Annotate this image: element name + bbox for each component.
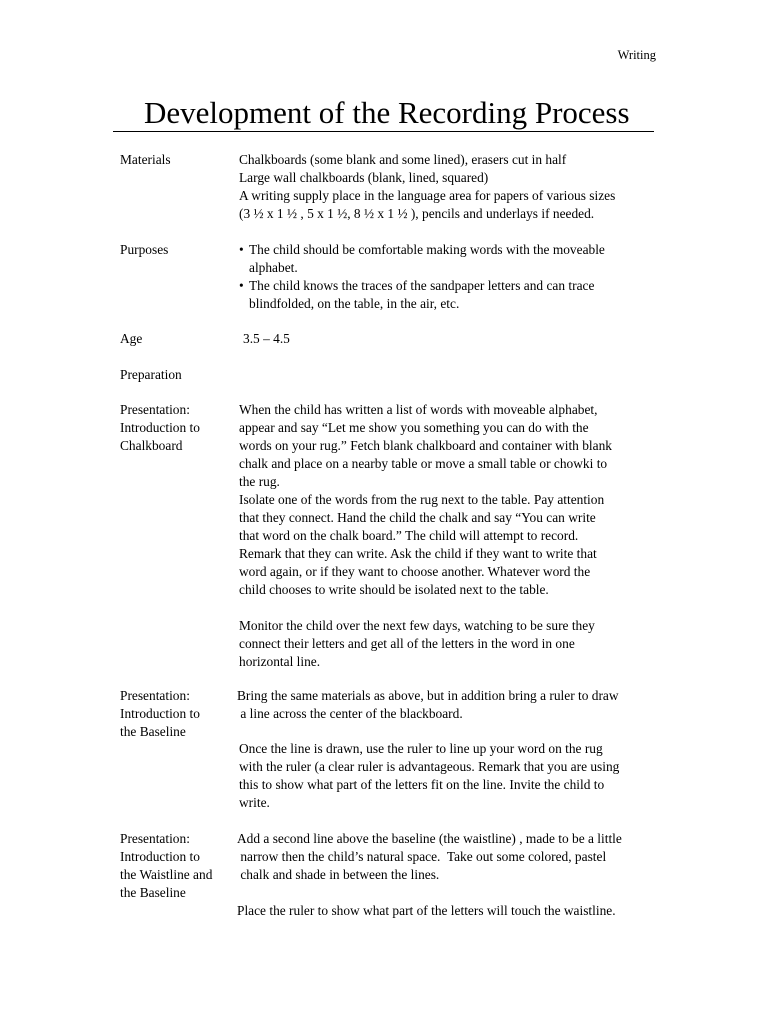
label-line: Presentation: (120, 402, 190, 417)
paragraph-line: Add a second line above the baseline (the waistline) , made to be a little (237, 831, 622, 846)
label-line: Introduction to (120, 420, 200, 435)
paragraph-line: Place the ruler to show what part of the letters will touch the waistline. (237, 903, 616, 918)
paragraph-line: chalk and shade in between the lines. (237, 867, 440, 882)
paragraph-line: narrow then the child’s natural space. Take out some colored, pastel (237, 849, 607, 864)
bullet-line: The child knows the traces of the sandpaper letters and can trace (249, 278, 595, 293)
bullet-line: The child should be comfortable making words with the moveable (249, 242, 605, 257)
purposes-content (239, 241, 679, 313)
paragraph-line: with the ruler (a clear ruler is advantageous. Remark that you are using (239, 759, 620, 774)
materials-line: A writing supply place in the language area for papers of various sizes (239, 188, 616, 203)
paragraph-line: When the child has written a list of words with moveable alphabet, (239, 402, 598, 417)
presentation-baseline-content-2 (239, 740, 679, 812)
page-title: Development of the Recording Process (144, 95, 630, 130)
paragraph-line: the rug. (239, 474, 280, 489)
paragraph-line: write. (239, 795, 270, 810)
header-label: Writing (617, 48, 656, 62)
purpose-bullet (239, 277, 679, 313)
bullet-icon: • (239, 242, 244, 257)
bullet-line: blindfolded, on the table, in the air, etc. (249, 296, 460, 311)
label-line: the Baseline (120, 724, 186, 739)
materials-line: Large wall chalkboards (blank, lined, squared) (239, 170, 489, 185)
materials-line: (3 ½ x 1 ½ , 5 x 1 ½, 8 ½ x 1 ½ ), pencils and underlays if needed. (239, 206, 595, 221)
paragraph-line: connect their letters and get all of the letters in the word in one (239, 636, 575, 651)
preparation-label: Preparation (120, 367, 182, 382)
presentation-waistline-content (237, 830, 677, 884)
label-line: Presentation: (120, 831, 190, 846)
title-underline (113, 131, 654, 132)
paragraph-line: chalk and place on a nearby table or move a small table or chowki to (239, 456, 608, 471)
paragraph-line: child chooses to write should be isolated next to the table. (239, 582, 549, 597)
label-line: the Waistline and (120, 867, 213, 882)
paragraph-line: horizontal line. (239, 654, 321, 669)
paragraph-line: Isolate one of the words from the rug next to the table. Pay attention (239, 492, 605, 507)
label-line: the Baseline (120, 885, 186, 900)
paragraph-line: appear and say “Let me show you something you can do with the (239, 420, 589, 435)
presentation-chalkboard-content (239, 401, 679, 671)
age-label: Age (120, 331, 143, 346)
purpose-bullet (239, 241, 679, 277)
presentation-waistline-content-2 (237, 902, 677, 920)
label-line: Chalkboard (120, 438, 183, 453)
presentation-baseline-label (120, 687, 235, 741)
paragraph-line: this to show what part of the letters fit on the line. Invite the child to (239, 777, 605, 792)
presentation-chalkboard-label (120, 401, 235, 455)
bullet-icon: • (239, 278, 244, 293)
paragraph-line: that they connect. Hand the child the chalk and say “You can write (239, 510, 596, 525)
purposes-label: Purposes (120, 242, 169, 257)
materials-label: Materials (120, 152, 171, 167)
label-line: Presentation: (120, 688, 190, 703)
presentation-baseline-content (237, 687, 677, 723)
presentation-waistline-label (120, 830, 235, 902)
paragraph-line: Remark that they can write. Ask the child if they want to write that (239, 546, 597, 561)
bullet-line: alphabet. (249, 260, 298, 275)
paragraph-line: that word on the chalk board.” The child will attempt to record. (239, 528, 579, 543)
age-value: 3.5 – 4.5 (243, 331, 290, 346)
label-line: Introduction to (120, 849, 200, 864)
paragraph-line: word again, or if they want to choose another. Whatever word the (239, 564, 591, 579)
paragraph-line: Once the line is drawn, use the ruler to line up your word on the rug (239, 741, 603, 756)
paragraph-line: a line across the center of the blackboard. (237, 706, 463, 721)
materials-line: Chalkboards (some blank and some lined), erasers cut in half (239, 152, 567, 167)
paragraph-line: words on your rug.” Fetch blank chalkboard and container with blank (239, 438, 612, 453)
materials-content (239, 151, 679, 223)
paragraph-line: Monitor the child over the next few days, watching to be sure they (239, 618, 595, 633)
label-line: Introduction to (120, 706, 200, 721)
paragraph-line: Bring the same materials as above, but in addition bring a ruler to draw (237, 688, 619, 703)
